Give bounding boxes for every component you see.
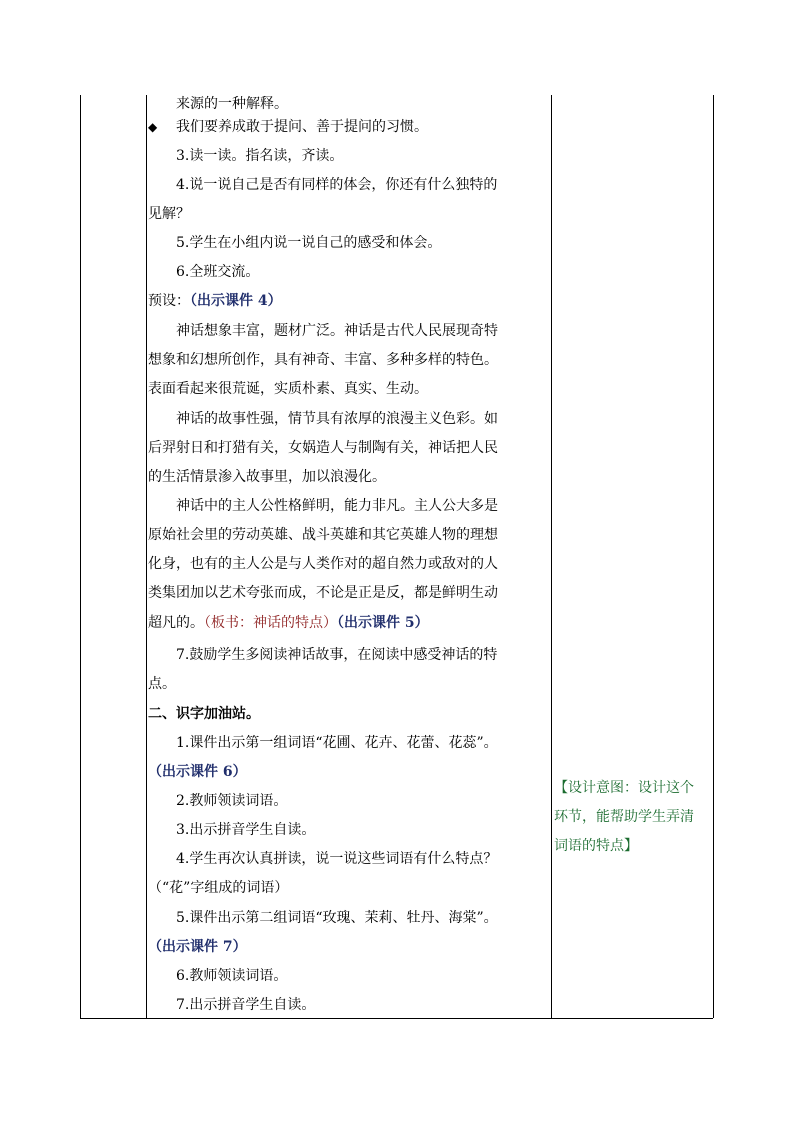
courseware-ref: （出示课件 5）: [337, 615, 429, 631]
text-line: 4.说一说自己是否有同样的体会，你还有什么独特的: [176, 177, 498, 193]
text-line: 5.课件出示第二组词语“玫瑰、茉莉、牡丹、海棠”。: [176, 910, 498, 926]
text-line: 见解？: [148, 206, 190, 222]
text-line: （“花”字组成的词语）: [148, 880, 289, 896]
text-line: 想象和幻想所创作，具有神奇、丰富、多种多样的特色。: [148, 352, 498, 368]
text-line: 3.出示拼音学生自读。: [176, 822, 316, 838]
note-line: 环节，能帮助学生弄清: [554, 809, 694, 825]
text-span: 超凡的。: [148, 615, 204, 631]
note-line: 词语的特点】: [554, 838, 638, 854]
column-divider-1: [146, 95, 147, 1018]
courseware-ref: （出示课件 7）: [148, 939, 247, 955]
text-line: 神话的故事性强，情节具有浓厚的浪漫主义色彩。如: [176, 411, 498, 427]
text-line: 1.课件出示第一组词语“花圃、花卉、花蕾、花蕊”。: [176, 735, 498, 751]
text-line: 5.学生在小组内说一说自己的感受和体会。: [176, 235, 442, 251]
text-line: 类集团加以艺术夸张而成，不论是正是反，都是鲜明生动: [148, 585, 498, 601]
text-line: 的生活情景渗入故事里，加以浪漫化。: [148, 469, 386, 485]
column-divider-2: [551, 95, 552, 1018]
text-line: 来源的一种解释。: [176, 96, 288, 112]
preset-label: 预设：: [148, 293, 190, 309]
note-line: 【设计意图：设计这个: [554, 780, 694, 796]
diamond-bullet-icon: ◆: [148, 120, 158, 134]
text-line: 4.学生再次认真拼读，说一说这些词语有什么特点？: [176, 851, 498, 867]
blackboard-note: （板书：神话的特点）: [204, 615, 337, 631]
courseware-ref: （出示课件 6）: [148, 764, 247, 780]
text-line: 点。: [148, 676, 176, 692]
table-border-bottom: [80, 1018, 713, 1019]
table-border-right: [713, 95, 714, 1018]
text-line: 化身，也有的主人公是与人类作对的超自然力或敌对的人: [148, 556, 498, 572]
text-line: 6.全班交流。: [176, 264, 260, 280]
text-line: 神话想象丰富，题材广泛。神话是古代人民展现奇特: [176, 323, 498, 339]
text-line: 我们要养成敢于提问、善于提问的习惯。: [176, 119, 428, 135]
text-line: 7.出示拼音学生自读。: [176, 997, 316, 1013]
text-line: 原始社会里的劳动英雄、战斗英雄和其它英雄人物的理想: [148, 527, 498, 543]
courseware-ref: （出示课件 4）: [190, 293, 282, 309]
table-border-left: [80, 95, 81, 1018]
text-line: 7.鼓励学生多阅读神话故事，在阅读中感受神话的特: [176, 647, 498, 663]
text-line: 3.读一读。指名读，齐读。: [176, 148, 344, 164]
section-heading: 二、识字加油站。: [148, 706, 260, 722]
text-line: 6.教师领读词语。: [176, 968, 288, 984]
text-line: 后羿射日和打猎有关，女娲造人与制陶有关，神话把人民: [148, 440, 498, 456]
text-line: [148, 614, 429, 632]
text-line: [148, 292, 282, 310]
text-line: 神话中的主人公性格鲜明，能力非凡。主人公大多是: [176, 498, 498, 514]
text-line: 2.教师领读词语。: [176, 793, 288, 809]
text-line: 表面看起来很荒诞，实质朴素、真实、生动。: [148, 381, 428, 397]
